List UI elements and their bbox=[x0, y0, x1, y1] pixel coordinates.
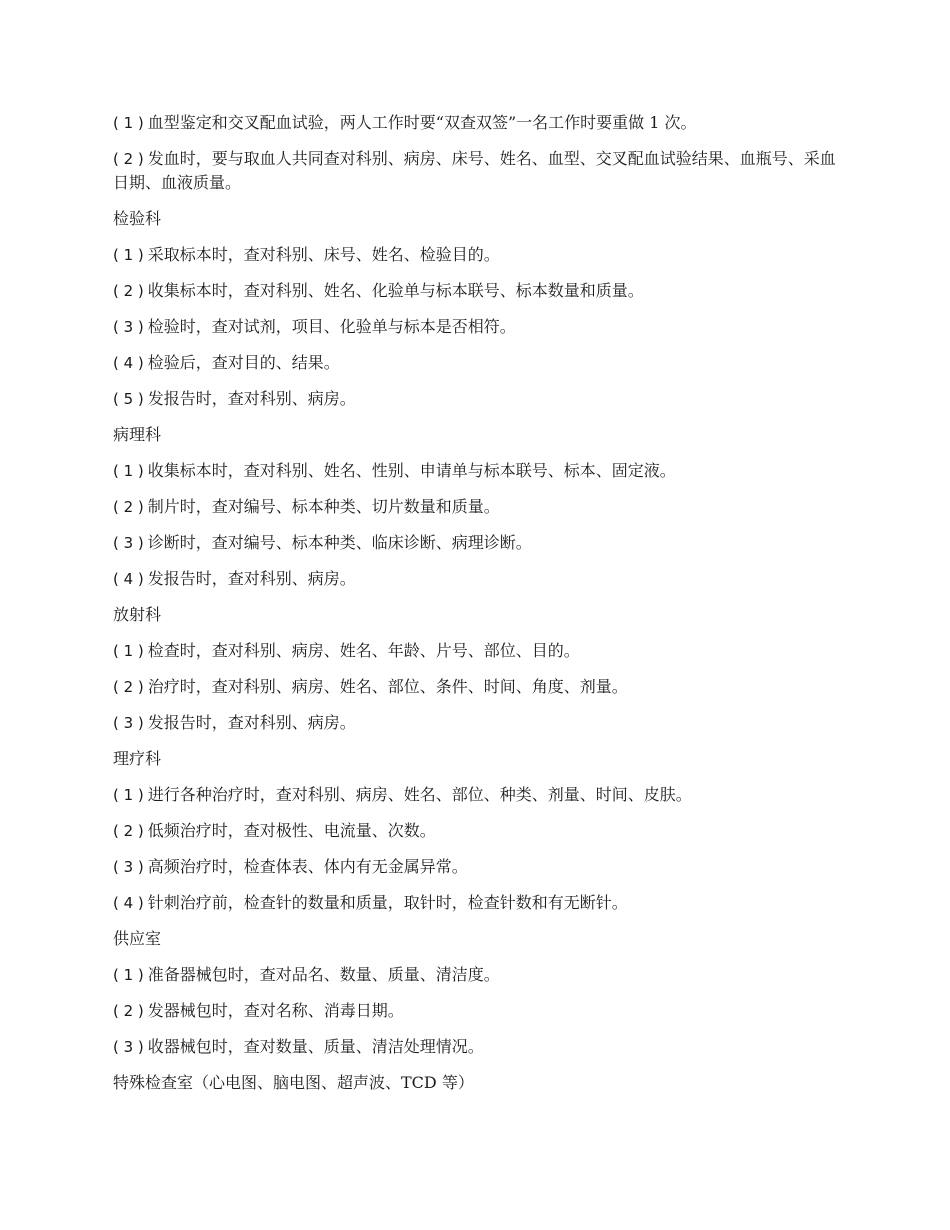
list-item bbox=[113, 675, 843, 699]
item-text: 采取标本时，查对科别、床号、姓名、检验目的。 bbox=[147, 245, 500, 264]
item-text: 低频治疗时，查对极性、电流量、次数。 bbox=[147, 821, 436, 840]
item-text: 血型鉴定和交叉配血试验，两人工作时要“双查双签”一名工作时要重做 1 次。 bbox=[147, 113, 697, 132]
list-item bbox=[113, 711, 843, 735]
item-text: 高频治疗时，检查体表、体内有无金属异常。 bbox=[147, 857, 468, 876]
list-item bbox=[113, 315, 843, 339]
list-item bbox=[113, 783, 843, 807]
item-text: 检验时，查对试剂，项目、化验单与标本是否相符。 bbox=[147, 317, 516, 336]
item-text: 制片时，查对编号、标本种类、切片数量和质量。 bbox=[147, 497, 500, 516]
list-item bbox=[113, 279, 843, 303]
section-heading: 放射科 bbox=[113, 605, 162, 624]
document-body bbox=[113, 111, 843, 1107]
item-number: ( 3 ) bbox=[113, 1038, 144, 1056]
list-item bbox=[113, 639, 843, 663]
list-item bbox=[113, 963, 843, 987]
list-item bbox=[113, 891, 843, 915]
item-text: 发血时，要与取血人共同查对科别、病房、床号、姓名、血型、交叉配血试验结果、血瓶号、采血日期、血液质量。 bbox=[113, 149, 836, 192]
item-number: ( 3 ) bbox=[113, 858, 144, 876]
list-item bbox=[113, 999, 843, 1023]
item-text: 检查时，查对科别、病房、姓名、年龄、片号、部位、目的。 bbox=[147, 641, 580, 660]
item-number: ( 4 ) bbox=[113, 570, 144, 588]
item-number: ( 1 ) bbox=[113, 462, 144, 480]
list-item bbox=[113, 387, 843, 411]
item-number: ( 1 ) bbox=[113, 114, 144, 132]
section-heading: 检验科 bbox=[113, 209, 162, 228]
section-heading: 理疗科 bbox=[113, 749, 162, 768]
item-text: 收集标本时，查对科别、姓名、化验单与标本联号、标本数量和质量。 bbox=[147, 281, 644, 300]
list-item bbox=[113, 855, 843, 879]
item-number: ( 2 ) bbox=[113, 498, 144, 516]
item-number: ( 2 ) bbox=[113, 1002, 144, 1020]
item-text: 收集标本时，查对科别、姓名、性别、申请单与标本联号、标本、固定液。 bbox=[147, 461, 676, 480]
item-number: ( 1 ) bbox=[113, 966, 144, 984]
item-text: 发报告时，查对科别、病房。 bbox=[147, 389, 356, 408]
list-item bbox=[113, 531, 843, 555]
item-number: ( 4 ) bbox=[113, 894, 144, 912]
list-item bbox=[113, 147, 843, 195]
item-text: 进行各种治疗时，查对科别、病房、姓名、部位、种类、剂量、时间、皮肤。 bbox=[147, 785, 692, 804]
list-item bbox=[113, 1035, 843, 1059]
list-item bbox=[113, 495, 843, 519]
item-number: ( 2 ) bbox=[113, 150, 144, 168]
item-text: 收器械包时，查对数量、质量、清洁处理情况。 bbox=[147, 1037, 484, 1056]
item-number: ( 3 ) bbox=[113, 714, 144, 732]
item-number: ( 2 ) bbox=[113, 822, 144, 840]
item-text: 诊断时，查对编号、标本种类、临床诊断、病理诊断。 bbox=[147, 533, 532, 552]
section-heading: 病理科 bbox=[113, 425, 162, 444]
item-text: 发器械包时，查对名称、消毒日期。 bbox=[147, 1001, 404, 1020]
item-number: ( 3 ) bbox=[113, 318, 144, 336]
item-number: ( 1 ) bbox=[113, 786, 144, 804]
item-text: 治疗时，查对科别、病房、姓名、部位、条件、时间、角度、剂量。 bbox=[147, 677, 628, 696]
item-number: ( 2 ) bbox=[113, 678, 144, 696]
item-text: 发报告时，查对科别、病房。 bbox=[147, 713, 356, 732]
item-text: 针刺治疗前，检查针的数量和质量，取针时，检查针数和有无断针。 bbox=[147, 893, 628, 912]
item-number: ( 1 ) bbox=[113, 246, 144, 264]
list-item bbox=[113, 243, 843, 267]
list-item bbox=[113, 351, 843, 375]
item-number: ( 4 ) bbox=[113, 354, 144, 372]
item-number: ( 2 ) bbox=[113, 282, 144, 300]
list-item bbox=[113, 567, 843, 591]
item-number: ( 5 ) bbox=[113, 390, 144, 408]
item-number: ( 3 ) bbox=[113, 534, 144, 552]
list-item bbox=[113, 819, 843, 843]
item-text: 检验后，查对目的、结果。 bbox=[147, 353, 340, 372]
section-heading: 特殊检查室（心电图、脑电图、超声波、TCD 等） bbox=[113, 1073, 474, 1092]
item-text: 发报告时，查对科别、病房。 bbox=[147, 569, 356, 588]
section-heading: 供应室 bbox=[113, 929, 162, 948]
item-number: ( 1 ) bbox=[113, 642, 144, 660]
list-item bbox=[113, 111, 843, 135]
list-item bbox=[113, 459, 843, 483]
item-text: 准备器械包时，查对品名、数量、质量、清洁度。 bbox=[147, 965, 500, 984]
